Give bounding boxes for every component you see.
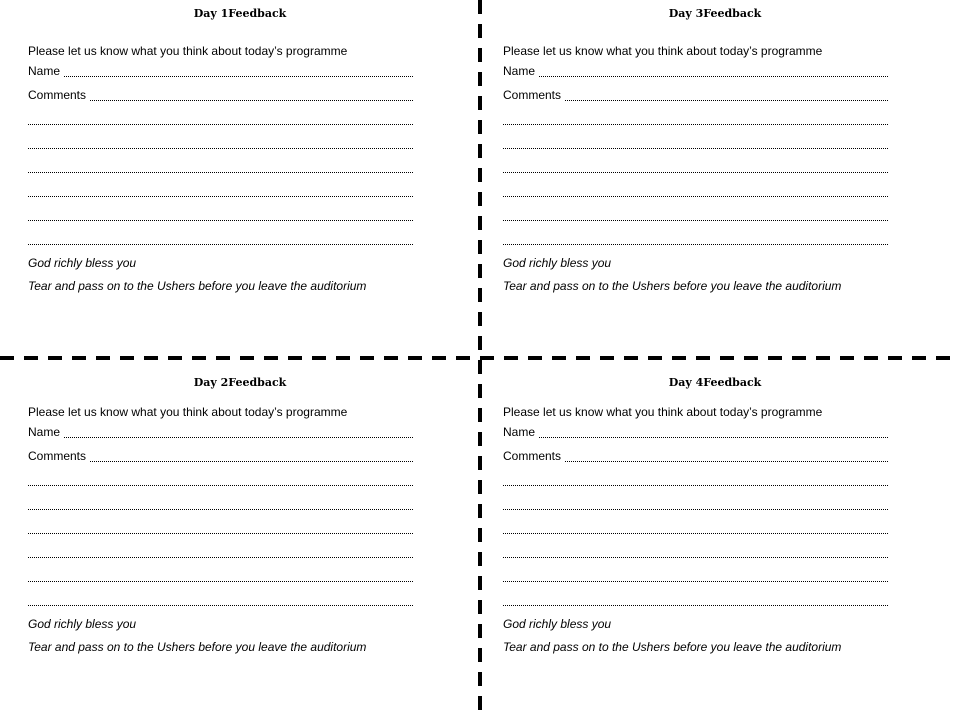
comments-field[interactable] <box>28 444 413 468</box>
comment-line[interactable] <box>503 516 888 540</box>
comment-line[interactable] <box>28 155 413 179</box>
comment-line[interactable] <box>28 203 413 227</box>
comments-field[interactable] <box>503 83 888 107</box>
comment-line[interactable] <box>503 588 888 612</box>
instruction-text: Tear and pass on to the Ushers before you leave the auditorium <box>503 279 842 293</box>
comment-line[interactable] <box>28 540 413 564</box>
horizontal-tear-line <box>0 356 960 360</box>
feedback-card-day-1 <box>20 0 460 340</box>
comment-line[interactable] <box>503 179 888 203</box>
comment-line[interactable] <box>28 107 413 131</box>
comments-label: Comments <box>503 83 565 107</box>
blessing-text: God richly bless you <box>28 256 137 270</box>
card-title: Day 2Feedback <box>193 376 287 389</box>
comment-line[interactable] <box>503 107 888 131</box>
card-title: Day 3Feedback <box>668 7 762 20</box>
comments-field[interactable] <box>28 83 413 107</box>
intro-text: Please let us know what you think about today’s programme <box>28 44 348 58</box>
comment-line[interactable] <box>503 492 888 516</box>
blessing-text: God richly bless you <box>503 617 612 631</box>
comment-line[interactable] <box>503 468 888 492</box>
instruction-text: Tear and pass on to the Ushers before you leave the auditorium <box>503 640 842 654</box>
comments-field[interactable] <box>503 444 888 468</box>
intro-text: Please let us know what you think about today’s programme <box>503 405 823 419</box>
comment-line[interactable] <box>28 588 413 612</box>
blessing-text: God richly bless you <box>503 256 612 270</box>
name-label: Name <box>503 420 539 444</box>
intro-text: Please let us know what you think about today’s programme <box>28 405 348 419</box>
name-field[interactable] <box>28 59 413 83</box>
feedback-card-day-2 <box>20 369 460 709</box>
name-label: Name <box>503 59 539 83</box>
comment-line[interactable] <box>503 155 888 179</box>
comment-line[interactable] <box>503 131 888 155</box>
comment-line[interactable] <box>28 492 413 516</box>
comments-label: Comments <box>28 83 90 107</box>
name-field[interactable] <box>503 420 888 444</box>
blessing-text: God richly bless you <box>28 617 137 631</box>
name-label: Name <box>28 420 64 444</box>
card-title: Day 4Feedback <box>668 376 762 389</box>
vertical-tear-line <box>478 0 482 720</box>
comment-line[interactable] <box>503 203 888 227</box>
instruction-text: Tear and pass on to the Ushers before you leave the auditorium <box>28 640 367 654</box>
comment-line[interactable] <box>28 468 413 492</box>
card-title: Day 1Feedback <box>193 7 287 20</box>
comment-line[interactable] <box>28 131 413 155</box>
comment-line[interactable] <box>28 227 413 251</box>
name-label: Name <box>28 59 64 83</box>
name-field[interactable] <box>503 59 888 83</box>
instruction-text: Tear and pass on to the Ushers before you leave the auditorium <box>28 279 367 293</box>
comment-line[interactable] <box>503 227 888 251</box>
name-field[interactable] <box>28 420 413 444</box>
comment-line[interactable] <box>28 516 413 540</box>
feedback-card-day-4 <box>495 369 935 709</box>
comments-label: Comments <box>28 444 90 468</box>
comment-line[interactable] <box>28 179 413 203</box>
feedback-card-day-3 <box>495 0 935 340</box>
intro-text: Please let us know what you think about today’s programme <box>503 44 823 58</box>
comment-line[interactable] <box>503 540 888 564</box>
comment-line[interactable] <box>503 564 888 588</box>
comments-label: Comments <box>503 444 565 468</box>
comment-line[interactable] <box>28 564 413 588</box>
